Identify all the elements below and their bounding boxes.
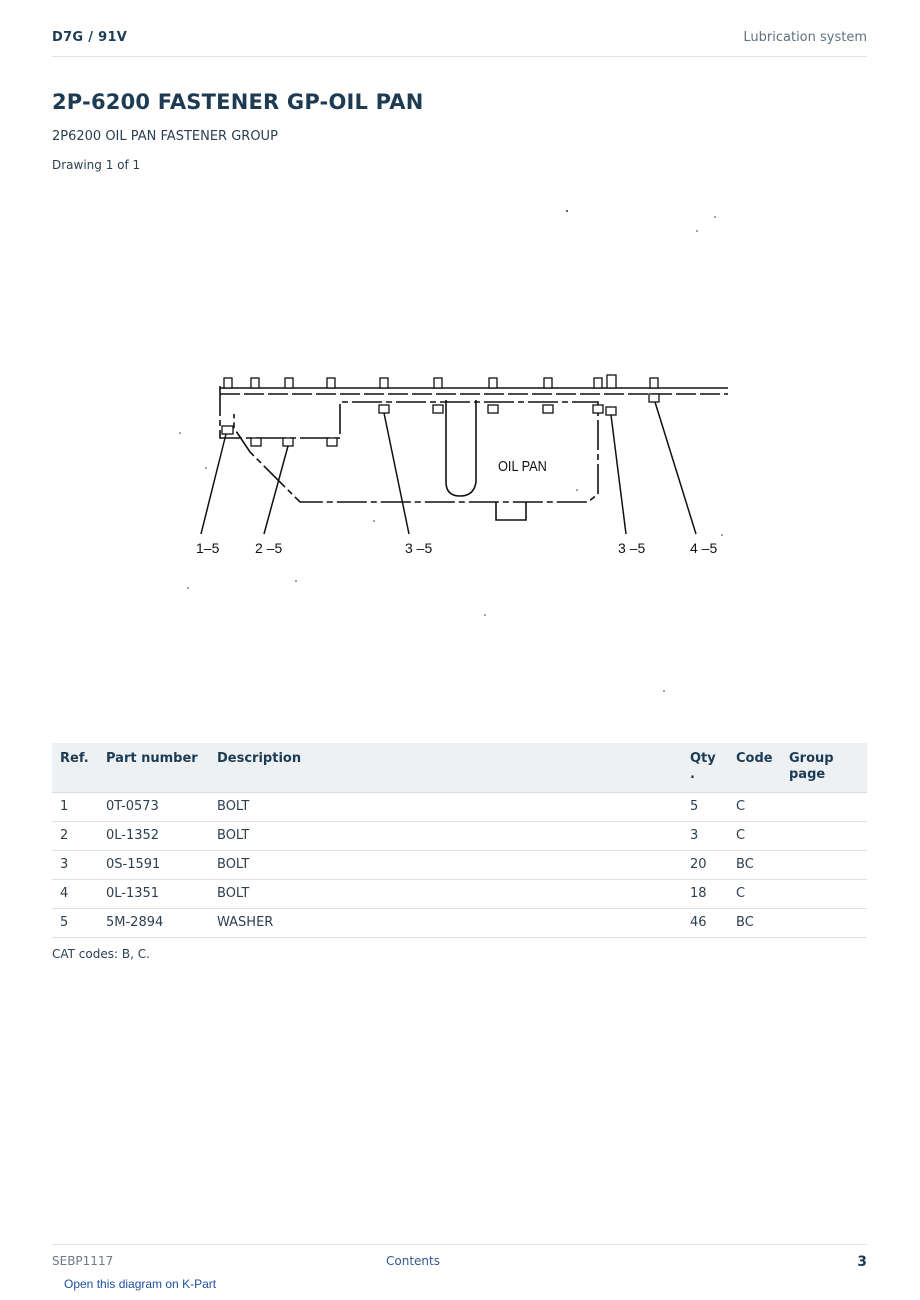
group-page-cell [781, 822, 867, 851]
ref-cell: 5 [52, 909, 98, 938]
callout-label: 1–5 [196, 540, 220, 556]
description-cell: WASHER [209, 909, 682, 938]
oil-pan-label: OIL PAN [498, 456, 547, 475]
oil-pan-diagram [170, 200, 750, 700]
qty-cell: 5 [682, 793, 728, 822]
drawing-count: Drawing 1 of 1 [52, 158, 141, 172]
section-name: Lubrication system [743, 30, 867, 45]
part-number-cell: 0L-1351 [98, 880, 209, 909]
drain-sump [496, 502, 526, 520]
dipstick-tube [446, 400, 476, 496]
table-row [52, 822, 867, 851]
col-part-number: Part number [98, 743, 209, 793]
table-row [52, 880, 867, 909]
table-row [52, 851, 867, 880]
page-title: 2P-6200 FASTENER GP-OIL PAN [52, 90, 424, 114]
qty-cell: 46 [682, 909, 728, 938]
group-page-cell [781, 909, 867, 938]
description-cell: BOLT [209, 822, 682, 851]
callout-label: 3 –5 [618, 540, 646, 556]
top-bolts [224, 375, 658, 388]
code-cell: BC [728, 909, 781, 938]
contents-link[interactable]: Contents [386, 1254, 440, 1268]
description-cell: BOLT [209, 851, 682, 880]
scan-speckles [179, 210, 723, 692]
group-page-cell [781, 880, 867, 909]
callout-label: 3 –5 [405, 540, 433, 556]
callout-label: 2 –5 [255, 540, 283, 556]
ref-cell: 4 [52, 880, 98, 909]
ref-cell: 1 [52, 793, 98, 822]
page-header [52, 28, 867, 57]
col-ref: Ref. [52, 743, 98, 793]
code-cell: C [728, 793, 781, 822]
col-description: Description [209, 743, 682, 793]
description-cell: BOLT [209, 793, 682, 822]
document-id: SEBP1117 [52, 1254, 114, 1268]
col-qty: Qty . [682, 743, 728, 793]
col-code: Code [728, 743, 781, 793]
table-row [52, 909, 867, 938]
table-header-row [52, 743, 867, 793]
machine-model: D7G / 91V [52, 30, 128, 45]
page-footer [52, 1244, 867, 1275]
page-number: 3 [857, 1254, 867, 1270]
cat-codes-note: CAT codes: B, C. [52, 947, 150, 961]
qty-cell: 20 [682, 851, 728, 880]
description-cell: BOLT [209, 880, 682, 909]
group-page-cell [781, 793, 867, 822]
code-cell: BC [728, 851, 781, 880]
kpart-link[interactable]: Open this diagram on K-Part [64, 1277, 217, 1291]
callout-label: 4 –5 [690, 540, 718, 556]
ref-cell: 2 [52, 822, 98, 851]
part-number-cell: 0S-1591 [98, 851, 209, 880]
qty-cell: 18 [682, 880, 728, 909]
qty-cell: 3 [682, 822, 728, 851]
code-cell: C [728, 880, 781, 909]
code-cell: C [728, 822, 781, 851]
page-subtitle: 2P6200 OIL PAN FASTENER GROUP [52, 129, 278, 144]
part-number-cell: 5M-2894 [98, 909, 209, 938]
ref-cell: 3 [52, 851, 98, 880]
table-row [52, 793, 867, 822]
callout-leaders [201, 402, 696, 534]
col-group-page: Group page [781, 743, 867, 793]
group-page-cell [781, 851, 867, 880]
part-number-cell: 0T-0573 [98, 793, 209, 822]
parts-table [52, 743, 867, 938]
part-number-cell: 0L-1352 [98, 822, 209, 851]
